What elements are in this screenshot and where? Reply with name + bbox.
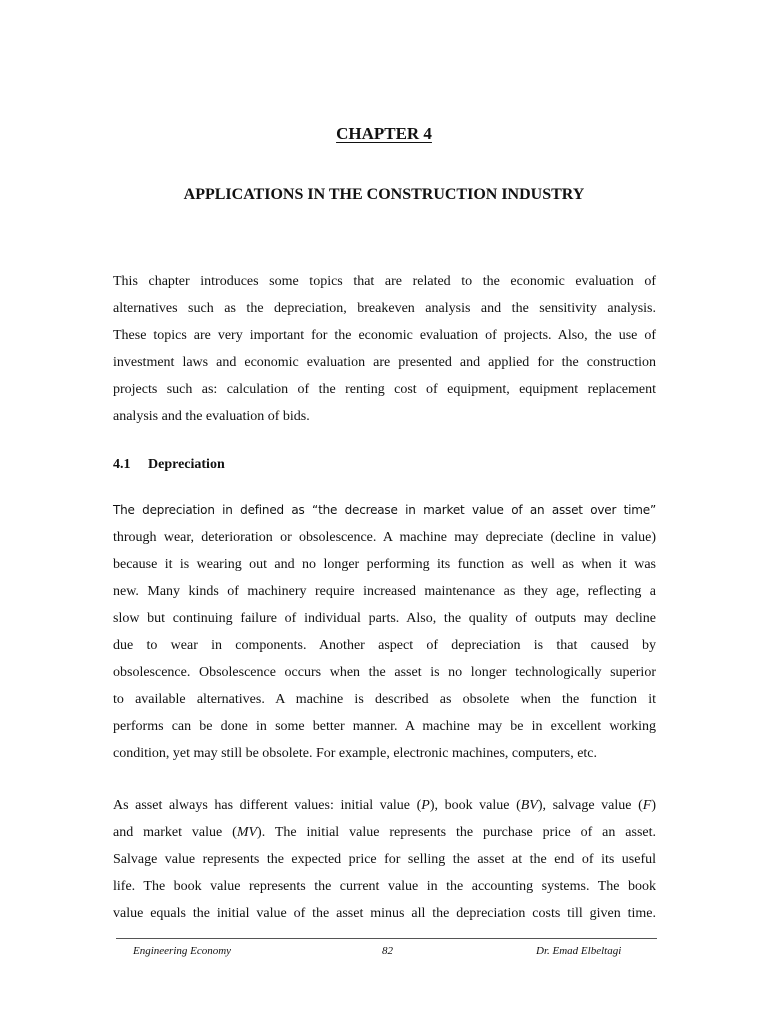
symbol-f: F xyxy=(642,798,652,813)
section-number: 4.1 xyxy=(113,457,131,472)
footer-divider xyxy=(116,938,657,939)
intro-paragraph xyxy=(113,268,656,430)
intro-line: investment laws and economic evaluation are presented and applied for the construction xyxy=(113,355,656,370)
values-text: ). The initial value represents the purchase price of an asset. xyxy=(257,825,656,840)
values-text: ), salvage value ( xyxy=(537,798,643,813)
intro-line: This chapter introduces some topics that are related to the economic evaluation of xyxy=(113,274,656,289)
depreciation-paragraph xyxy=(113,497,656,767)
values-line: life. The book value represents the current value in the accounting systems. The book xyxy=(113,879,656,894)
values-text: and market value ( xyxy=(113,825,237,840)
depreciation-line: due to wear in components. Another aspect of depreciation is that caused by xyxy=(113,638,656,653)
depreciation-line: to available alternatives. A machine is described as obsolete when the function it xyxy=(113,692,656,707)
values-text: ) xyxy=(651,798,656,813)
section-heading xyxy=(113,457,225,473)
values-line: value equals the initial value of the asset minus all the depreciation costs till given time. xyxy=(113,906,656,921)
chapter-number: CHAPTER 4 xyxy=(336,124,432,143)
chapter-title: APPLICATIONS IN THE CONSTRUCTION INDUSTRY xyxy=(183,186,585,203)
footer-author: Dr. Emad Elbeltagi xyxy=(536,945,622,957)
intro-line: These topics are very important for the economic evaluation of projects. Also, the use of xyxy=(113,328,656,343)
values-paragraph xyxy=(113,792,656,927)
depreciation-line: slow but continuing failure of individual parts. Also, the quality of outputs may decline xyxy=(113,611,656,626)
footer-book-title: Engineering Economy xyxy=(133,945,232,957)
depreciation-line: through wear, deterioration or obsolescence. A machine may depreciate (decline in value) xyxy=(113,530,656,545)
chapter-heading xyxy=(0,124,768,144)
depreciation-line: obsolescence. Obsolescence occurs when the asset is no longer technologically superior xyxy=(113,665,656,680)
intro-line: analysis and the evaluation of bids. xyxy=(113,409,310,424)
section-title: Depreciation xyxy=(148,457,225,472)
intro-line: alternatives such as the depreciation, breakeven analysis and the sensitivity analysis. xyxy=(113,301,656,316)
values-line xyxy=(113,792,656,819)
symbol-p: P xyxy=(421,798,430,813)
values-line: Salvage value represents the expected price for selling the asset at the end of its useful xyxy=(113,852,656,867)
definition-line: The depreciation in defined as “the decrease in market value of an asset over time” xyxy=(113,503,656,517)
depreciation-line: performs can be done in some better manner. A machine may be in excellent working xyxy=(113,719,656,734)
symbol-mv: MV xyxy=(236,825,258,840)
symbol-bv: BV xyxy=(520,798,538,813)
depreciation-line: new. Many kinds of machinery require increased maintenance as they age, reflecting a xyxy=(113,584,656,599)
depreciation-line: because it is wearing out and no longer performing its function as well as when it was xyxy=(113,557,656,572)
values-text: ), book value ( xyxy=(429,798,521,813)
footer-page-number: 82 xyxy=(382,945,393,957)
depreciation-line: condition, yet may still be obsolete. For example, electronic machines, computers, etc. xyxy=(113,746,598,761)
values-line xyxy=(113,819,656,846)
intro-line: projects such as: calculation of the renting cost of equipment, equipment replacement xyxy=(113,382,656,397)
values-text: As asset always has different values: initial value ( xyxy=(113,798,422,813)
